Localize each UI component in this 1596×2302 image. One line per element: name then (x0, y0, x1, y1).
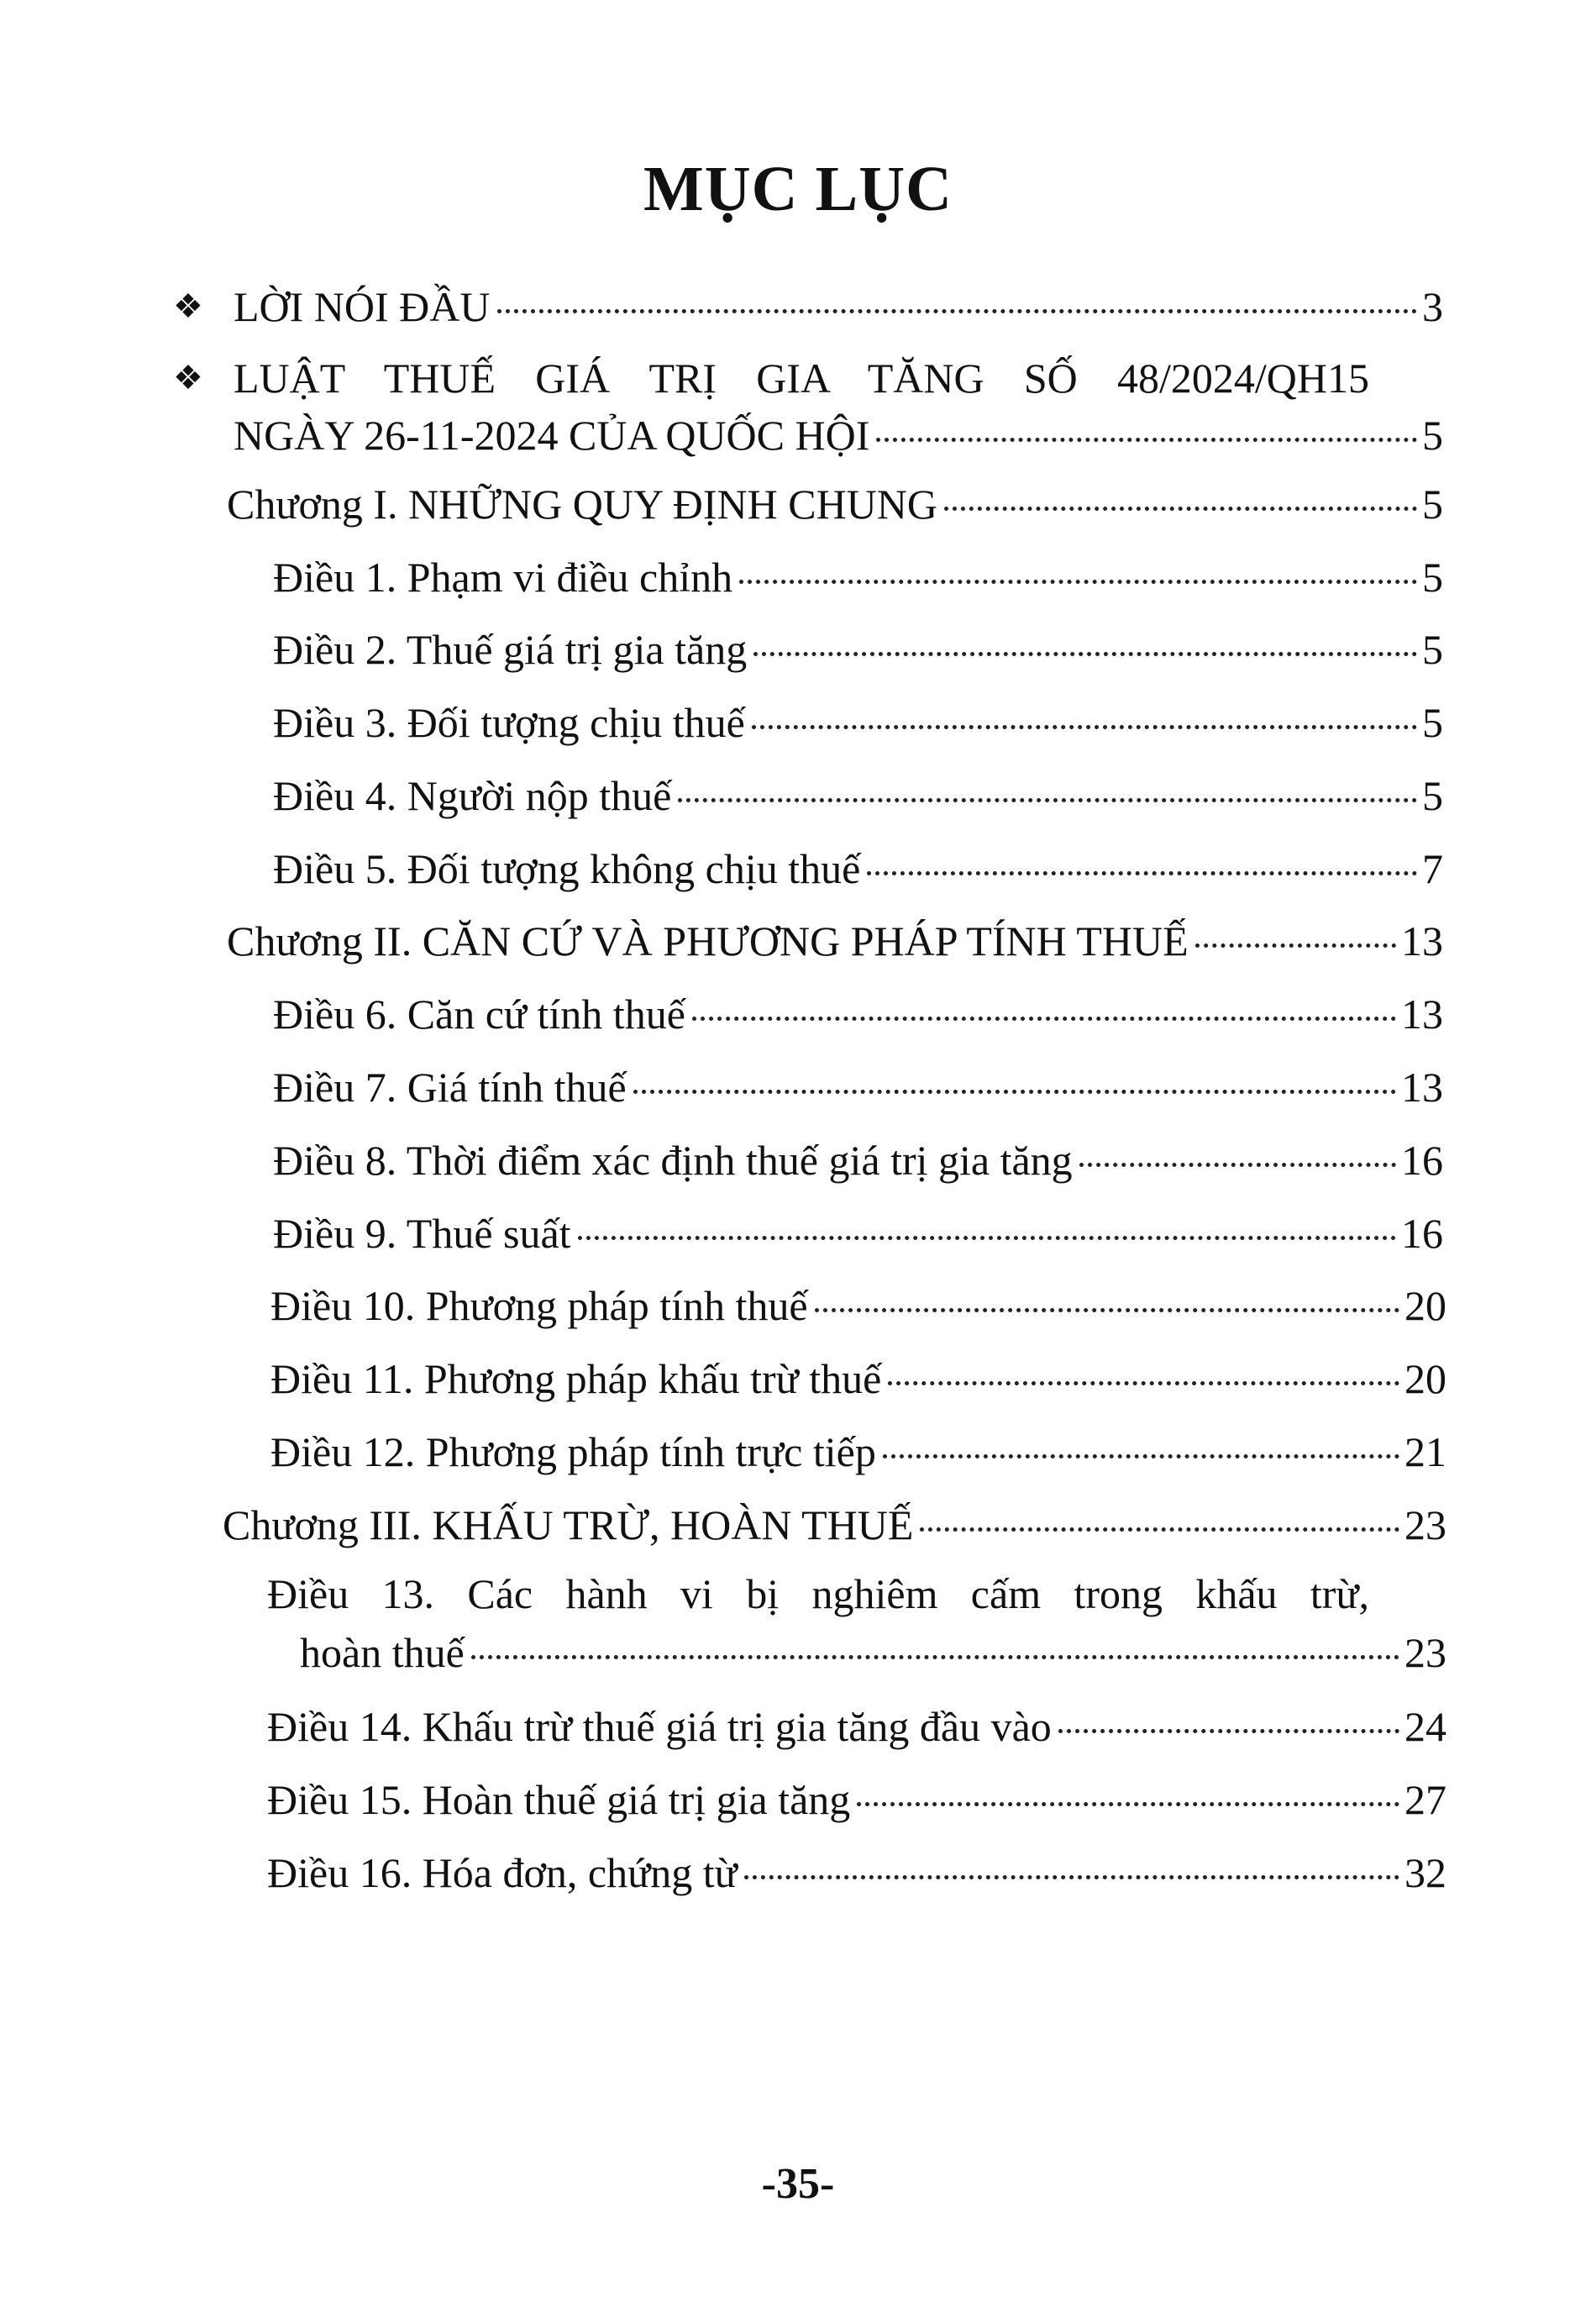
diamond-bullet-icon: ❖ (173, 359, 203, 397)
toc-entry-page: 20 (1404, 1355, 1446, 1402)
toc-entry-label: Điều 3. Đối tượng chịu thuế (273, 699, 745, 746)
toc-entry-page: 5 (1422, 772, 1443, 819)
toc-entry-page: 5 (1422, 481, 1443, 528)
toc-entry-article-8[interactable] (273, 1135, 1443, 1185)
toc-entry-page: 5 (1422, 699, 1443, 746)
toc-entry-label: Điều 8. Thời điểm xác định thuế giá trị gia tăng (273, 1137, 1073, 1184)
toc-entry-label: LUẬT THUẾ GIÁ TRỊ GIA TĂNG SỐ 48/2024/QH15 (234, 355, 1369, 402)
toc-entry-article-11[interactable] (270, 1353, 1446, 1404)
dot-leader (739, 580, 1417, 584)
toc-entry-label: hoàn thuế (300, 1629, 465, 1676)
dot-leader (497, 309, 1418, 313)
toc-entry-article-4[interactable] (273, 770, 1443, 821)
toc-entry-page: 3 (1422, 283, 1443, 330)
toc-entry-label: Điều 6. Căn cứ tính thuế (273, 991, 685, 1038)
toc-entry-article-16[interactable] (267, 1847, 1446, 1898)
toc-entry-label: Chương I. NHỮNG QUY ĐỊNH CHUNG (227, 481, 937, 528)
dot-leader (633, 1090, 1396, 1094)
toc-entry-chapter-3[interactable] (223, 1500, 1446, 1550)
dot-leader (471, 1655, 1399, 1659)
dot-leader (883, 1454, 1399, 1458)
toc-entry-article-14[interactable] (267, 1701, 1446, 1752)
toc-entry-label: Điều 15. Hoàn thuế giá trị gia tăng (267, 1776, 851, 1823)
toc-entry-article-7[interactable] (273, 1062, 1443, 1112)
toc-entry-article-1[interactable] (273, 552, 1443, 602)
toc-entry-label: Điều 7. Giá tính thuế (273, 1064, 627, 1111)
toc-entry-chapter-1[interactable] (227, 479, 1443, 529)
toc-entry-article-3[interactable] (273, 697, 1443, 748)
toc-entry-page: 27 (1404, 1776, 1446, 1823)
toc-entry-label: Điều 16. Hóa đơn, chứng từ (267, 1849, 738, 1896)
toc-entry-page: 13 (1401, 1064, 1443, 1111)
dot-leader (876, 438, 1417, 442)
dot-leader (920, 1527, 1399, 1532)
dot-leader (1058, 1729, 1399, 1733)
dot-leader (857, 1802, 1399, 1806)
toc-entry-label: Điều 10. Phương pháp tính thuế (270, 1282, 808, 1329)
page-number: -35- (761, 2160, 835, 2208)
toc-entry-preface[interactable] (173, 281, 1443, 332)
toc-entry-article-5[interactable] (273, 844, 1443, 894)
toc-entry-page: 20 (1404, 1282, 1446, 1329)
page-title: MỤC LỤC (643, 154, 953, 224)
dot-leader (1079, 1163, 1396, 1167)
toc-entry-article-13-line1[interactable] (267, 1569, 1369, 1619)
toc-entry-label: Chương III. KHẤU TRỪ, HOÀN THUẾ (223, 1501, 914, 1548)
toc-entry-label: Điều 13. Các hành vi bị nghiêm cấm trong khấu trừ, (267, 1570, 1369, 1617)
dot-leader (578, 1236, 1396, 1240)
toc-entry-article-6[interactable] (273, 989, 1443, 1039)
toc-entry-label: Chương II. CĂN CỨ VÀ PHƯƠNG PHÁP TÍNH THUẾ (227, 917, 1189, 964)
toc-entry-article-9[interactable] (273, 1208, 1443, 1259)
toc-entry-page: 16 (1401, 1210, 1443, 1257)
toc-entry-page: 7 (1422, 845, 1443, 892)
toc-entry-page: 5 (1422, 554, 1443, 601)
toc-entry-label: Điều 14. Khấu trừ thuế giá trị gia tăng đầu vào (267, 1703, 1052, 1750)
toc-entry-law-line1[interactable] (173, 353, 1369, 403)
dot-leader (753, 652, 1417, 656)
toc-entry-label: Điều 12. Phương pháp tính trực tiếp (270, 1428, 876, 1475)
toc-entry-chapter-2[interactable] (227, 916, 1443, 966)
dot-leader (744, 1875, 1399, 1879)
toc-entry-label: Điều 11. Phương pháp khấu trừ thuế (270, 1355, 882, 1402)
toc-entry-label: Điều 1. Phạm vi điều chỉnh (273, 554, 733, 601)
dot-leader (678, 798, 1417, 802)
toc-entry-label: Điều 5. Đối tượng không chịu thuế (273, 845, 861, 892)
diamond-bullet-icon: ❖ (173, 287, 203, 325)
toc-entry-page: 21 (1404, 1428, 1446, 1475)
toc-entry-label: Điều 4. Người nộp thuế (273, 772, 672, 819)
toc-entry-page: 13 (1401, 917, 1443, 964)
toc-entry-article-2[interactable] (273, 624, 1443, 675)
toc-entry-article-13[interactable] (300, 1627, 1446, 1678)
toc-entry-page: 23 (1404, 1629, 1446, 1676)
dot-leader (867, 871, 1417, 875)
dot-leader (888, 1381, 1399, 1385)
toc-entry-label: NGÀY 26-11-2024 CỦA QUỐC HỘI (234, 412, 870, 459)
toc-entry-page: 13 (1401, 991, 1443, 1038)
dot-leader (815, 1308, 1399, 1312)
dot-leader (692, 1017, 1396, 1021)
toc-entry-article-10[interactable] (270, 1280, 1446, 1331)
toc-entry-page: 24 (1404, 1703, 1446, 1750)
toc-entry-page: 23 (1404, 1501, 1446, 1548)
toc-entry-page: 5 (1422, 626, 1443, 673)
toc-entry-label: Điều 9. Thuế suất (273, 1210, 571, 1257)
dot-leader (944, 507, 1417, 511)
dot-leader (1195, 943, 1396, 948)
dot-leader (752, 725, 1417, 729)
toc-entry-page: 5 (1422, 412, 1443, 459)
toc-entry-law[interactable] (234, 410, 1443, 460)
toc-entry-page: 32 (1404, 1849, 1446, 1896)
toc-entry-article-12[interactable] (270, 1427, 1446, 1477)
toc-entry-label: Điều 2. Thuế giá trị gia tăng (273, 626, 748, 673)
toc-entry-article-15[interactable] (267, 1774, 1446, 1825)
toc-entry-label: LỜI NÓI ĐẦU (234, 283, 491, 330)
toc-entry-page: 16 (1401, 1137, 1443, 1184)
